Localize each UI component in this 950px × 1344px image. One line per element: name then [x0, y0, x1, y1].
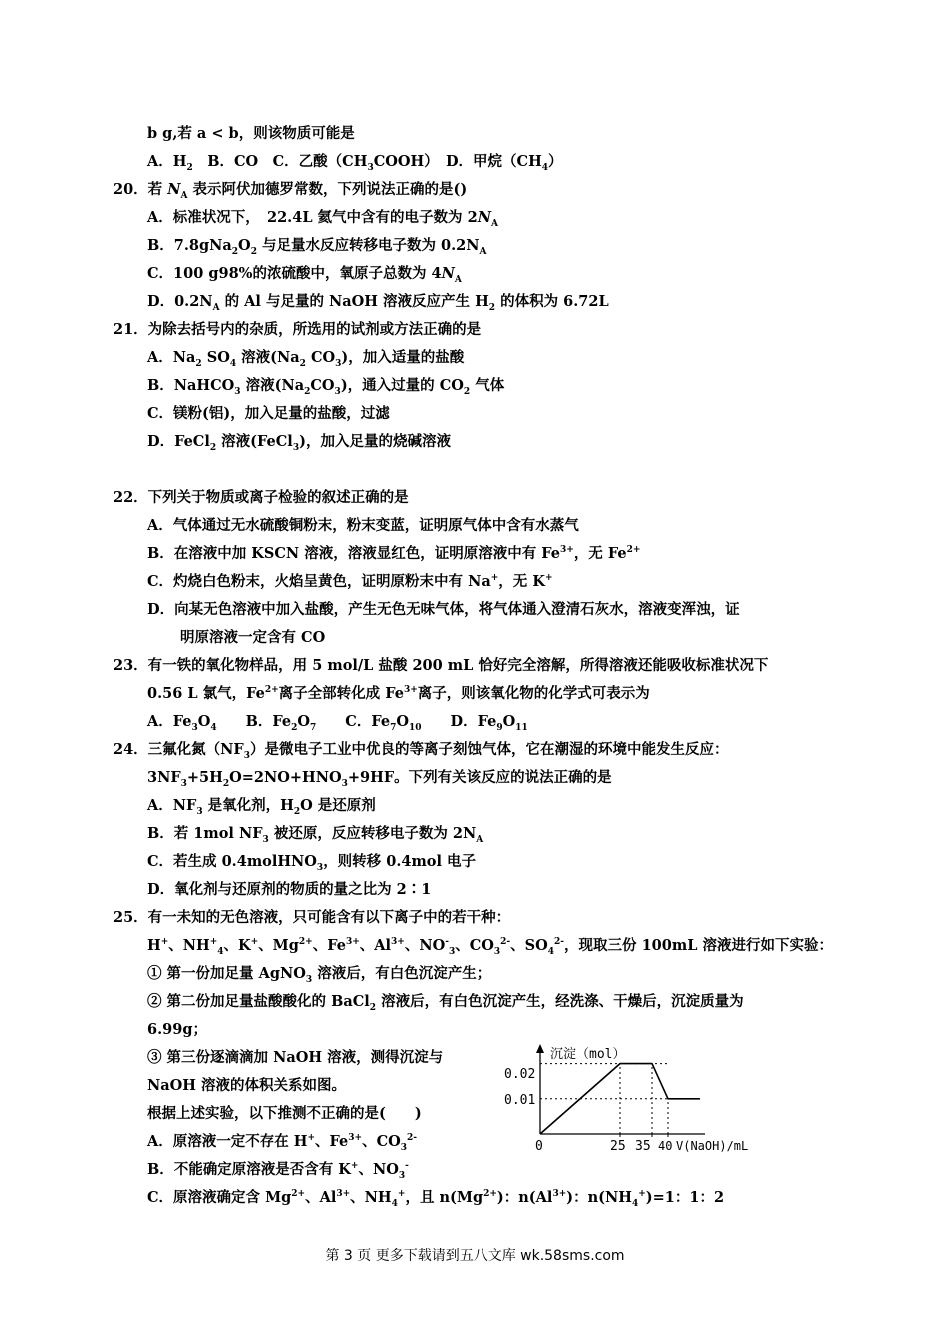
- text-line: ② 第二份加足量盐酸酸化的 BaCl$_2$ 溶液后，有白色沉淀产生，经洗涤、干燥后，沉淀质量为: [147, 993, 744, 1013]
- text-line: B．若 1mol $NF_3$ 被还原，反应转移电子数为 $2N_A$: [147, 825, 484, 845]
- text-line: A．标准状况下， 22.4L 氦气中含有的电子数为 $2N_A$: [147, 209, 498, 229]
- text-line: b g,若 a < b，则该物质可能是: [147, 125, 355, 142]
- text-line: 23．有一铁的氧化物样品，用 5 mol/L 盐酸 200 mL 恰好完全溶解，所得溶液还能吸收标准状况下: [113, 657, 769, 674]
- text-line: D．氧化剂与还原剂的物质的量之比为 2∶1: [147, 881, 432, 898]
- text-line: A．气体通过无水硫酸铜粉末，粉末变蓝，证明原气体中含有水蒸气: [147, 517, 579, 534]
- text-line: ① 第一份加足量 AgNO$_3$ 溶液后，有白色沉淀产生；: [147, 965, 492, 985]
- text-line: 25．有一未知的无色溶液，只可能含有以下离子中的若干种：: [113, 909, 511, 926]
- text-line: C．镁粉(铝)，加入足量的盐酸，过滤: [147, 405, 390, 422]
- y-tick-label-001: 0.01: [504, 1093, 536, 1108]
- text-line: 20．若 $N_A$ 表示阿伏加德罗常数，下列说法正确的是(): [113, 181, 468, 201]
- text-line: 21．为除去括号内的杂质，所选用的试剂或方法正确的是: [113, 321, 482, 338]
- text-line: C．原溶液确定含 $Mg^{2+}$、$Al^{3+}$、$NH_4^+$，且 $n(Mg^{2+})$：$n(Al^{3+})$：$n(NH_4^+)=1$：1：2: [147, 1189, 725, 1209]
- text-line: A．$Na_2$ $SO_4$ 溶液($Na_2$ $CO_3$)，加入适量的盐酸: [147, 349, 465, 369]
- y-axis-arrow: [536, 1044, 544, 1053]
- text-line: 明原溶液一定含有 CO: [180, 629, 326, 646]
- y-tick-label-002: 0.02: [504, 1067, 536, 1082]
- text-line: A．$NF_3$ 是氧化剂，$H_2O$ 是还原剂: [147, 797, 376, 817]
- x-tick-label-25: 25: [610, 1139, 626, 1152]
- text-line: D．向某无色溶液中加入盐酸，产生无色无味气体，将气体通入澄清石灰水，溶液变浑浊，证: [147, 601, 740, 618]
- origin-label: 0: [535, 1139, 543, 1152]
- page-footer: 第 3 页 更多下载请到五八文库 wk.58sms.com: [325, 1248, 625, 1264]
- text-line: A．$H_2$ B．CO C．乙酸$(CH_3COOH)$ D．甲烷$(CH_4)$: [147, 153, 563, 173]
- text-line: 0.56 L 氯气，$Fe^{2+}$离子全部转化成 $Fe^{3+}$离子，则该氧化物的化学式可表示为: [147, 685, 650, 702]
- text-line: D．$0.2N_A$ 的 Al 与足量的 NaOH 溶液反应产生 $H_2$ 的体积为 6.72L: [147, 293, 609, 313]
- text-line: C．若生成 0.4molHNO$_3$，则转移 0.4mol 电子: [147, 853, 477, 873]
- text-line: 6.99g；: [147, 1021, 207, 1038]
- x-axis-label: V(NaOH)/mL: [676, 1139, 749, 1152]
- text-line: C．100 g98%的浓硫酸中，氧原子总数为 $4N_A$: [147, 265, 462, 285]
- text-line: 24．三氟化氮$(NF_3)$是微电子工业中优良的等离子刻蚀气体，它在潮湿的环境中能发生反应：: [113, 741, 729, 761]
- text-line: 根据上述实验，以下推测不正确的是( ): [147, 1105, 422, 1122]
- text-line: A．原溶液一定不存在 H+、$Fe^{3+}$、$CO_3^{2-}$: [147, 1133, 418, 1153]
- text-line: ③ 第三份逐滴滴加 NaOH 溶液，测得沉淀与: [147, 1049, 444, 1066]
- text-line: NaOH 溶液的体积关系如图。: [147, 1077, 347, 1094]
- text-line: B．不能确定原溶液是否含有 K+、$NO_3^-$: [147, 1161, 409, 1181]
- text-line: H+、$NH^+_4$、K+、$Mg^{2+}$、$Fe^{3+}$、$Al^{3+}$、$NO^-_3$、$CO_3^{2-}$、$SO_4^{2-}$，现取三份 100mL 溶液进行如下实验：: [147, 937, 833, 957]
- x-tick-label-40: 40: [658, 1139, 673, 1152]
- text-line: $3NF_3+5H_2O=2NO+HNO_3+9HF$。下列有关该反应的说法正确的是: [147, 769, 612, 789]
- text-line: D．FeCl$_2$ 溶液(FeCl$_3$)，加入足量的烧碱溶液: [147, 433, 451, 453]
- text-line: A．$Fe_3O_4$ B．$Fe_2O_7$ C．$Fe_7O_{10}$ D．$Fe_9O_{11}$: [147, 713, 528, 733]
- text-line: B．$7.8gNa_2O_2$ 与足量水反应转移电子数为 $0.2N_A$: [147, 237, 487, 257]
- text-line: 22．下列关于物质或离子检验的叙述正确的是: [113, 489, 409, 506]
- text-line: B．NaHCO$_3$ 溶液$(Na_2CO_3)$，通入过量的 $CO_2$ 气体: [147, 377, 505, 397]
- x-tick-label-35: 35: [635, 1139, 651, 1152]
- y-axis-label: 沉淀（mol）: [550, 1047, 626, 1062]
- text-line: C．灼烧白色粉末，火焰呈黄色，证明原粉末中有 Na+，无 K+: [147, 573, 553, 590]
- text-line: B．在溶液中加 KSCN 溶液，溶液显红色，证明原溶液中有 $Fe^{3+}$，无 $Fe^{2+}$: [147, 545, 641, 562]
- precipitate-volume-chart: [500, 1040, 770, 1152]
